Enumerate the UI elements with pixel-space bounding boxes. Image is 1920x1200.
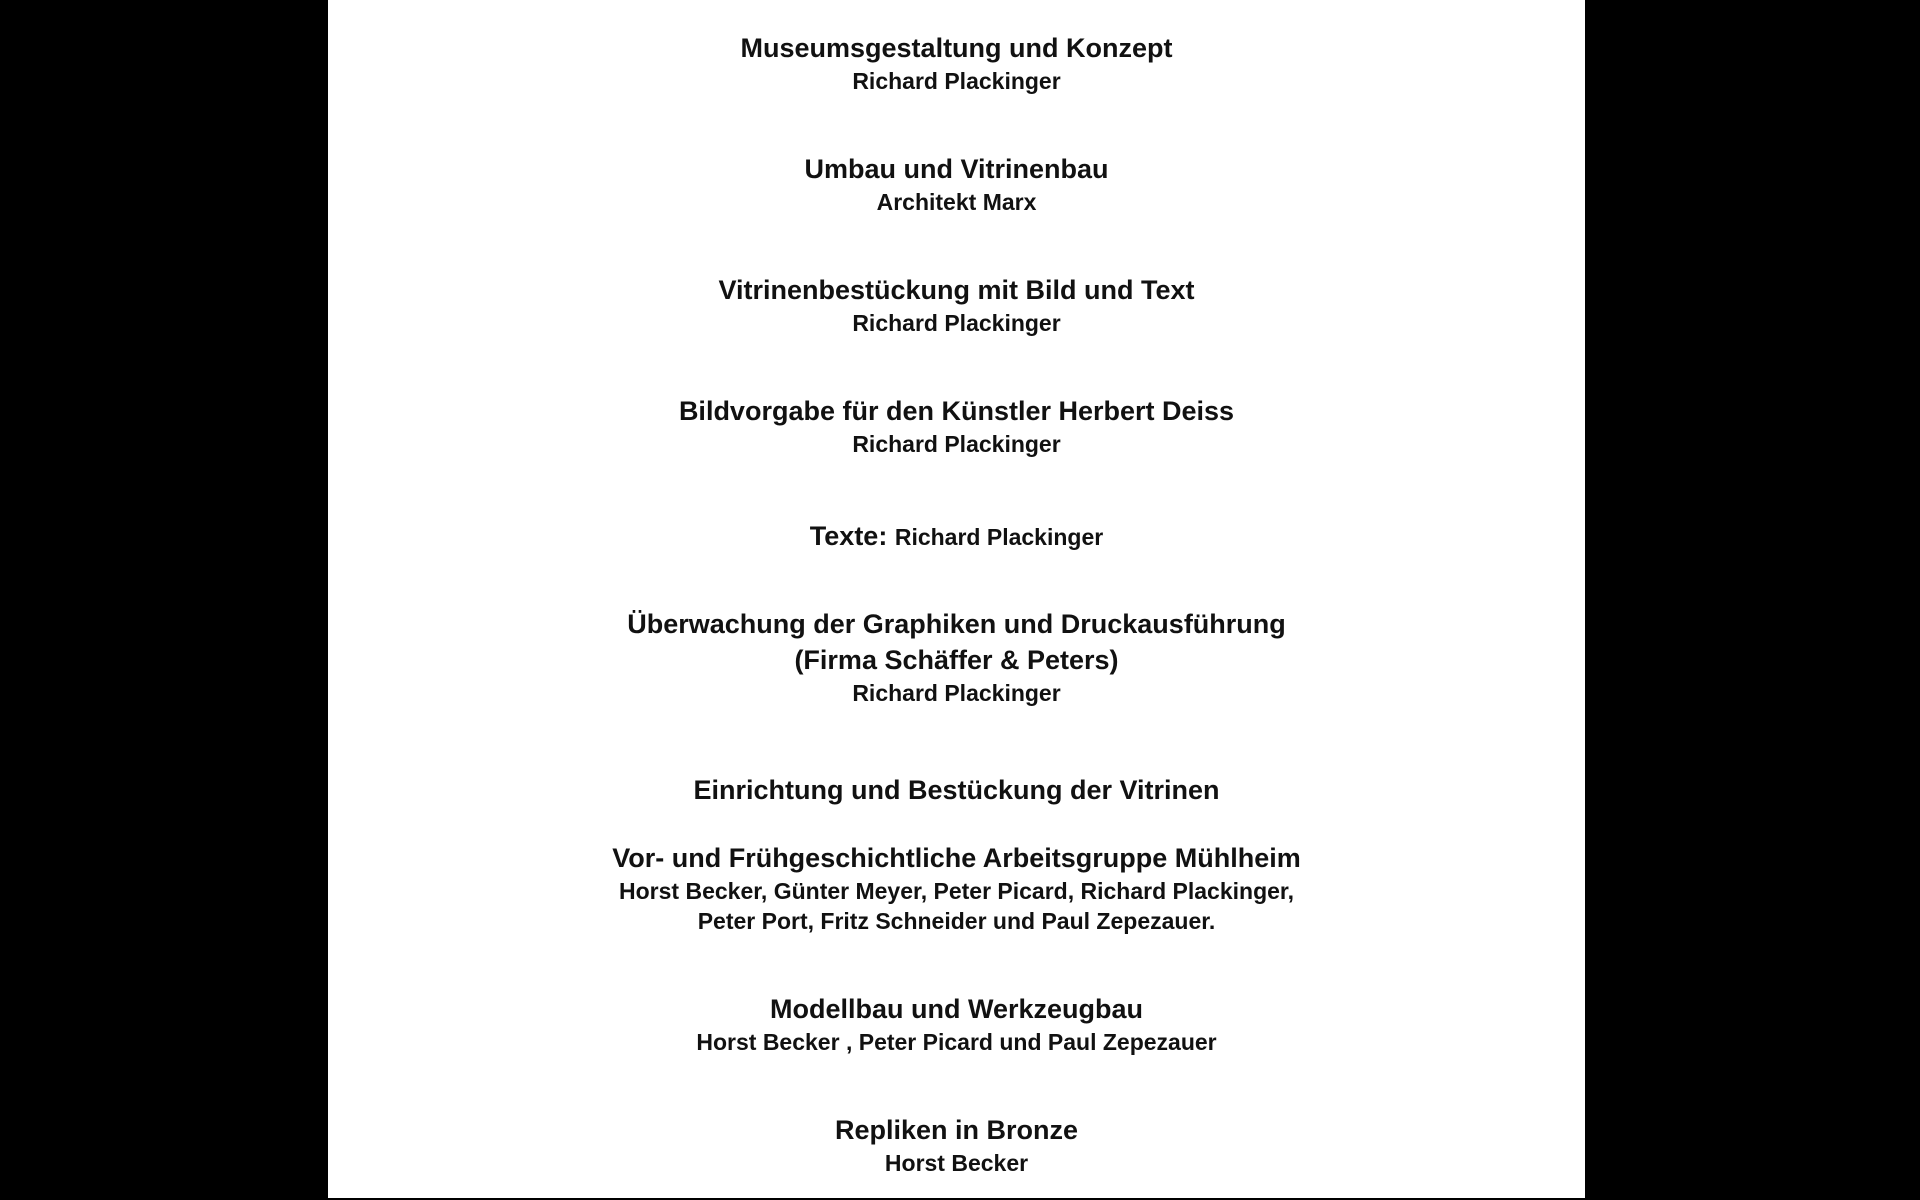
section-heading: Repliken in Bronze <box>834 1115 1079 1145</box>
section-credit: Richard Plackinger <box>894 524 1104 550</box>
section-heading-line1: Überwachung der Graphiken und Druckausführung <box>627 609 1286 639</box>
section-ueberwachung <box>328 606 1585 708</box>
section-credit-line2: Peter Port, Fritz Schneider und Paul Zepezauer. <box>697 908 1216 934</box>
section-heading: Einrichtung und Bestückung der Vitrinen <box>693 775 1220 805</box>
section-credit: Richard Plackinger <box>852 431 1061 457</box>
section-texte-line <box>328 518 1585 555</box>
section-heading: Bildvorgabe für den Künstler Herbert Deiss <box>678 396 1235 426</box>
section-arbeitsgruppe <box>328 840 1585 936</box>
section-credit: Richard Plackinger <box>852 68 1061 94</box>
section-texte <box>328 518 1585 555</box>
section-heading: Modellbau und Werkzeugbau <box>769 994 1144 1024</box>
section-museumsgestaltung <box>328 30 1585 96</box>
section-credit: Richard Plackinger <box>852 680 1061 706</box>
section-heading: Vitrinenbestückung mit Bild und Text <box>718 275 1195 305</box>
section-umbau <box>328 151 1585 217</box>
section-credit: Architekt Marx <box>876 189 1037 215</box>
section-heading-line2: (Firma Schäffer & Peters) <box>794 645 1119 675</box>
section-credit: Horst Becker , Peter Picard und Paul Zepezauer <box>696 1029 1217 1055</box>
section-heading: Vor- und Frühgeschichtliche Arbeitsgruppe Mühlheim <box>612 843 1301 873</box>
section-repliken <box>328 1112 1585 1178</box>
document-page <box>328 0 1585 1198</box>
section-einrichtung <box>328 772 1585 808</box>
section-bildvorgabe <box>328 393 1585 459</box>
section-heading: Umbau und Vitrinenbau <box>804 154 1109 184</box>
section-heading: Museumsgestaltung und Konzept <box>740 33 1173 63</box>
section-modellbau <box>328 991 1585 1057</box>
section-credit: Horst Becker <box>884 1150 1029 1176</box>
section-heading: Texte: <box>809 521 888 551</box>
section-credit-line1: Horst Becker, Günter Meyer, Peter Picard, Richard Plackinger, <box>619 878 1294 904</box>
section-vitrinenbestueckung <box>328 272 1585 338</box>
section-credit: Richard Plackinger <box>852 310 1061 336</box>
